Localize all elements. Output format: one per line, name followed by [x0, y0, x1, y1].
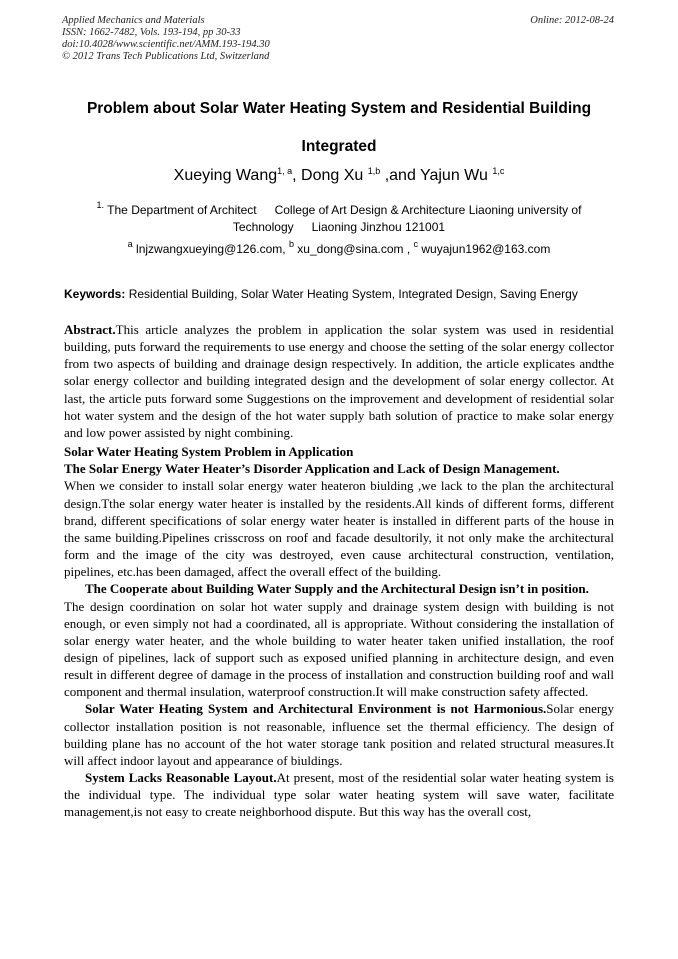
author-list — [62, 166, 616, 186]
keywords-text: Residential Building, Solar Water Heating System, Integrated Design, Saving Energy — [125, 287, 578, 301]
email-c: wuyajun1962@163.com — [418, 242, 551, 256]
subsection-heading-1: The Solar Energy Water Heater’s Disorder Application and Lack of Design Management. — [64, 461, 560, 477]
paragraph-4 — [64, 769, 614, 820]
affiliation-line-1 — [62, 202, 616, 219]
author-2-name: , Dong Xu — [292, 167, 368, 184]
author-1-sup: 1, a — [277, 166, 293, 176]
keywords — [64, 286, 616, 302]
title-line-2: Integrated — [301, 138, 377, 155]
section-heading: Solar Water Heating System Problem in Application — [64, 444, 354, 460]
email-b: xu_dong@sina.com , — [293, 242, 414, 256]
affiliation-line-2 — [62, 219, 616, 236]
affiliation-technology: Technology — [232, 220, 294, 234]
email-c-sup: c — [413, 239, 419, 249]
abstract-text: This article analyzes the problem in application the solar system was used in residential building, puts forward the requirements to use energy and choose the setting of the solar energy collector from two aspects of building and drainage design respectively. In addition, the article explicates andthe solar energy collector and building integrated design and the development of solar energy collector. At last, the article puts forward some Suggestions on the improvement and development of residential solar hot water system and the design of the hot water supply bath solution of practice to make solar energy and low power assisted by night combining. — [64, 322, 614, 440]
author-3-sup: 1,c — [492, 166, 505, 176]
title-line-1: Problem about Solar Water Heating System and Residential Building — [86, 100, 592, 117]
email-a-sup: a — [127, 239, 133, 249]
abstract-label: Abstract. — [64, 322, 116, 337]
journal-name: Applied Mechanics and Materials — [62, 15, 205, 26]
email-a: lnjzwangxueying@126.com, — [132, 242, 289, 256]
paragraph-4-text: At present, most of the residential solar water heating system is the individual type. The individual type solar water heating system will save water, facilitate management,is not easy to create neighborhood dispute. But this way has the overall cost, — [64, 770, 614, 820]
affiliation-college: College of Art Design & Architecture Liaoning university of — [274, 203, 582, 217]
subsection-heading-4: System Lacks Reasonable Layout. — [85, 770, 277, 786]
affiliation-city: Liaoning Jinzhou 121001 — [311, 220, 446, 234]
author-2-sup: 1,b — [367, 166, 381, 176]
subsection-heading-2: The Cooperate about Building Water Supply and the Architectural Design isn’t in position. — [85, 581, 589, 597]
paragraph-3 — [64, 700, 614, 769]
email-list — [62, 241, 616, 258]
journal-doi: doi:10.4028/www.scientific.net/AMM.193-194.30 — [62, 39, 270, 50]
affiliation — [62, 202, 616, 236]
abstract — [64, 321, 614, 441]
paper-body — [64, 321, 614, 821]
paragraph-2: The design coordination on solar hot water supply and drainage system design with building is not enough, or even simply not had a coordinated, all is appropriate. Without considering the installation of solar energy water heater, and the whole building to water heater taken unified installation, the roof design of pipelines, lack of support such as exposed unified planning in architecture design, and even result in different degree of damage in the process of installation and construction building roof and wall component and thermal insulation, waterproof construction.It will make construction safety affected. — [64, 598, 614, 700]
journal-issn: ISSN: 1662-7482, Vols. 193-194, pp 30-33 — [62, 27, 241, 38]
subsection-heading-3: Solar Water Heating System and Architectural Environment is not Harmonious. — [85, 701, 547, 717]
journal-copyright: © 2012 Trans Tech Publications Ltd, Switzerland — [62, 51, 270, 62]
online-date: Online: 2012-08-24 — [530, 15, 614, 26]
author-3-name: ,and Yajun Wu — [380, 167, 493, 184]
affiliation-dept: The Department of Architect — [104, 203, 257, 217]
journal-header — [62, 15, 270, 63]
keywords-label: Keywords: — [64, 287, 126, 301]
paper-title — [62, 90, 616, 166]
email-b-sup: b — [288, 239, 294, 249]
author-1-name: Xueying Wang — [173, 167, 278, 184]
paragraph-1: When we consider to install solar energy water heateron biulding ,we lack to the plan the architectural design.Tthe solar energy water heater is installed by the residents.All kinds of different forms, different brand, different specifications of solar energy water heater is installed in different parts of the house in the same building.Pipelines crisscross on roof and facade desultorily, it not only make the architectural form and the image of the city was destroyed, even cause architectural construction, ventilation, pipelines, etc.has been damaged, affect the overall effect of the building. — [64, 478, 614, 580]
paragraph-3-text: Solar energy collector installation position is not reasonable, influence set the thermal efficiency. The design of building plane has no account of the hot water storage tank position and related structural measures.It will affect indoor layout and appearance of biuldings. — [64, 701, 614, 768]
affiliation-sup: 1. — [96, 200, 105, 210]
